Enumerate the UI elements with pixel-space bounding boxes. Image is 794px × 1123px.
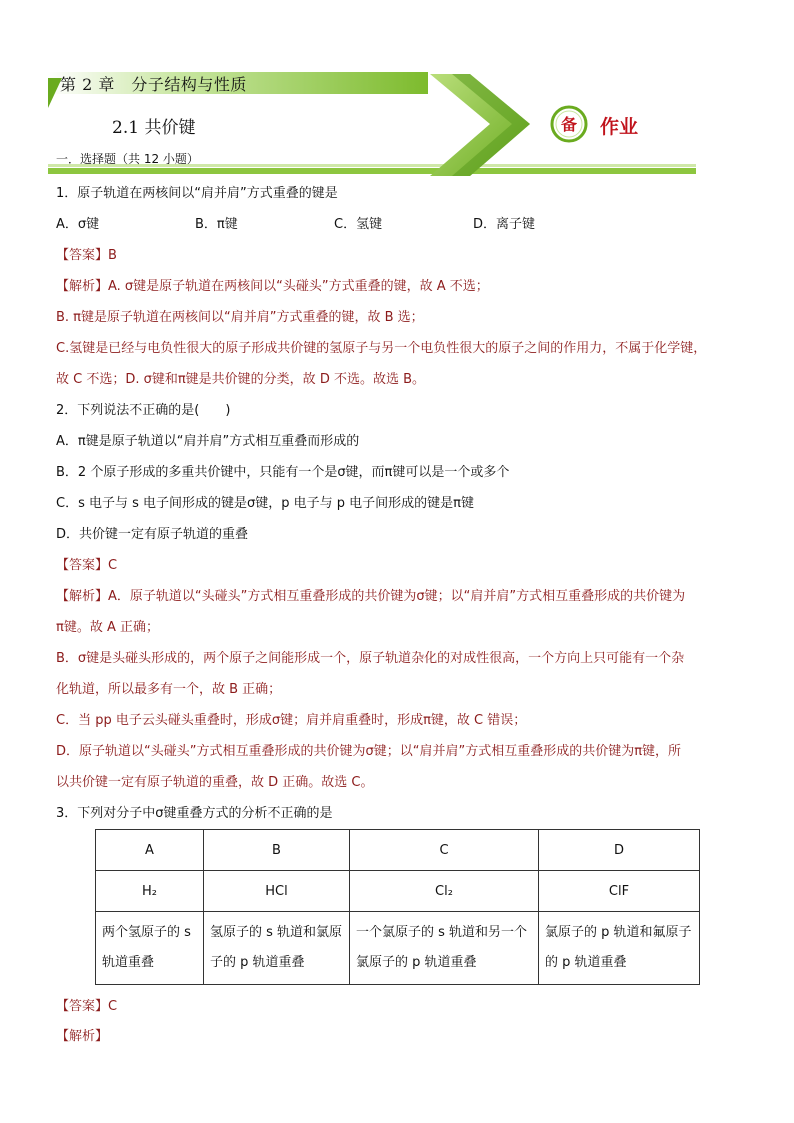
q1-analysis-line: C.氢键是已经与电负性很大的原子形成共价键的氢原子与另一个电负性很大的原子之间的作用力，不属于化学键， xyxy=(56,341,707,356)
part-heading: 一．选择题（共 12 小题） xyxy=(56,152,199,166)
table-row xyxy=(96,912,700,985)
q2-analysis-line: 化轨道，所以最多有一个，故 B 正确； xyxy=(56,682,282,697)
description-c: 一个氯原子的 s 轨道和另一个氯原子的 p 轨道重叠 xyxy=(350,912,539,985)
q3-stem: 3．下列对分子中σ键重叠方式的分析不正确的是 xyxy=(56,806,333,821)
q2-option-b: B．2 个原子形成的多重共价键中，只能有一个是σ键，而π键可以是一个或多个 xyxy=(56,465,510,480)
table-header-a: A xyxy=(96,830,204,871)
molecule-a: H₂ xyxy=(96,871,204,912)
table-row xyxy=(96,830,700,871)
description-b: 氢原子的 s 轨道和氯原子的 p 轨道重叠 xyxy=(204,912,350,985)
table-header-d: D xyxy=(539,830,700,871)
table-row xyxy=(96,871,700,912)
chapter-title: 第 2 章 分子结构与性质 xyxy=(60,75,247,94)
q2-analysis-line: B．σ键是头碰头形成的，两个原子之间能形成一个，原子轨道杂化的对成性很高，一个方向上只可能有一个杂 xyxy=(56,651,685,666)
q2-analysis-line: C．当 pp 电子云头碰头重叠时，形成σ键；肩并肩重叠时，形成π键，故 C 错误； xyxy=(56,713,527,728)
content-body xyxy=(56,178,746,829)
molecule-d: ClF xyxy=(539,871,700,912)
q2-analysis-line: 【解析】A．原子轨道以“头碰头”方式相互重叠形成的共价键为σ键；以“肩并肩”方式相互重叠形成的共价键为 xyxy=(56,589,686,604)
description-a: 两个氢原子的 s 轨道重叠 xyxy=(96,912,204,985)
q1-analysis-line: B. π键是原子轨道在两核间以“肩并肩”方式重叠的键，故 B 选； xyxy=(56,310,424,325)
q1-stem: 1．原子轨道在两核间以“肩并肩”方式重叠的键是 xyxy=(56,186,338,201)
q1-option-b: B．π键 xyxy=(195,217,238,232)
q1-option-a: A．σ键 xyxy=(56,217,100,232)
q2-option-d: D．共价键一定有原子轨道的重叠 xyxy=(56,527,249,542)
q2-analysis-line: π键。故 A 正确； xyxy=(56,620,159,635)
q1-options xyxy=(56,209,746,240)
q1-option-c: C．氢键 xyxy=(334,217,383,232)
q1-analysis-line: 故 C 不选；D. σ键和π键是共价键的分类，故 D 不选。故选 B。 xyxy=(56,372,426,387)
q3-options-table xyxy=(95,829,700,985)
q2-option-c: C．s 电子与 s 电子间形成的键是σ键，p 电子与 p 电子间形成的键是π键 xyxy=(56,496,474,511)
description-d: 氯原子的 p 轨道和氟原子的 p 轨道重叠 xyxy=(539,912,700,985)
q1-analysis-line: 【解析】A. σ键是原子轨道在两核间以“头碰头”方式重叠的键，故 A 不选； xyxy=(56,279,489,294)
q2-answer: 【答案】C xyxy=(56,558,118,573)
badge-icon: 备 xyxy=(560,115,577,134)
table-header-b: B xyxy=(204,830,350,871)
q1-answer: 【答案】B xyxy=(56,248,117,263)
q3-answer: 【答案】C xyxy=(56,999,118,1014)
q2-analysis-line: D．原子轨道以“头碰头”方式相互重叠形成的共价键为σ键；以“肩并肩”方式相互重叠形成的共价键为π键，所 xyxy=(56,744,682,759)
table-header-c: C xyxy=(350,830,539,871)
q2-stem: 2．下列说法不正确的是( ) xyxy=(56,403,231,418)
q1-option-d: D．离子键 xyxy=(473,217,536,232)
header-banner xyxy=(0,0,794,200)
q3-analysis-label: 【解析】 xyxy=(56,1029,109,1044)
q2-option-a: A．π键是原子轨道以“肩并肩”方式相互重叠而形成的 xyxy=(56,434,360,449)
badge-label: 作业 xyxy=(600,116,639,138)
molecule-b: HCl xyxy=(204,871,350,912)
molecule-c: Cl₂ xyxy=(350,871,539,912)
section-title: 2.1 共价键 xyxy=(112,118,196,138)
q2-analysis-line: 以共价键一定有原子轨道的重叠，故 D 正确。故选 C。 xyxy=(56,775,374,790)
